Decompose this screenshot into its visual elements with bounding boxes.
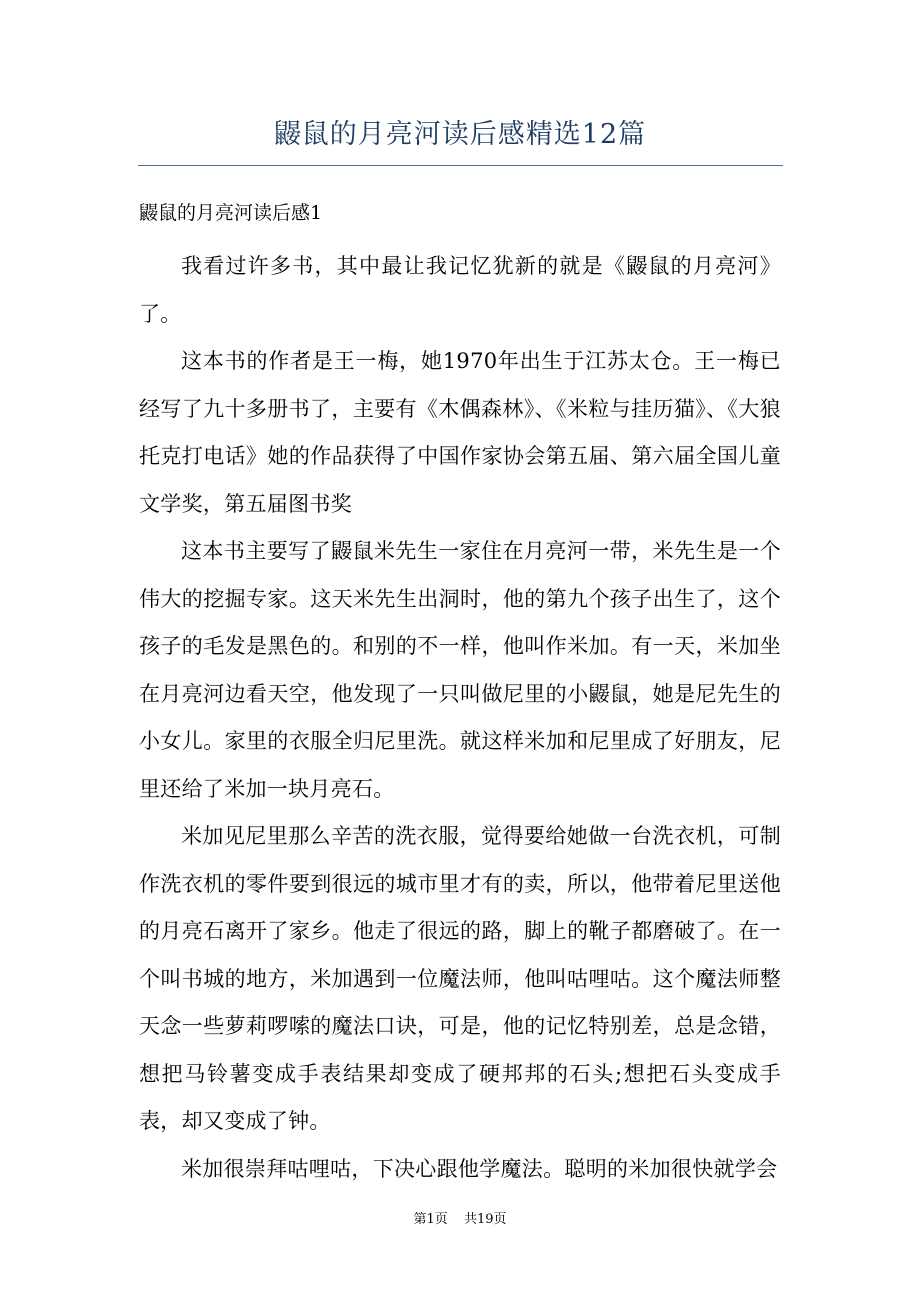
paragraph-1: 我看过许多书，其中最让我记忆犹新的就是《鼹鼠的月亮河》了。 <box>139 254 781 326</box>
page-number: 第1页 <box>413 1212 448 1227</box>
page-footer <box>0 1208 920 1227</box>
paragraph-2: 这本书的作者是王一梅，她1970年出生于江苏太仓。王一梅已经写了九十多册书了，主要有《木偶森林》、《米粒与挂历猫》、《大狼托克打电话》她的作品获得了中国作家协会第五届、第六届全国儿童文学奖，第五届图书奖 <box>139 349 781 516</box>
paragraph-3: 这本书主要写了鼹鼠米先生一家住在月亮河一带，米先生是一个伟大的挖掘专家。这天米先生出洞时，他的第九个孩子出生了，这个孩子的毛发是黑色的。和别的不一样，他叫作米加。有一天，米加坐在月亮河边看天空，他发现了一只叫做尼里的小鼹鼠，她是尼先生的小女儿。家里的衣服全归尼里洗。就这样米加和尼里成了好朋友，尼里还给了米加一块月亮石。 <box>139 539 781 801</box>
paragraph-4: 米加见尼里那么辛苦的洗衣服，觉得要给她做一台洗衣机，可制作洗衣机的零件要到很远的城市里才有的卖，所以，他带着尼里送他的月亮石离开了家乡。他走了很远的路，脚上的靴子都磨破了。在一个叫书城的地方，米加遇到一位魔法师，他叫咕哩咕。这个魔法师整天念一些萝莉啰嗦的魔法口诀，可是，他的记忆特别差，总是念错，想把马铃薯变成手表结果却变成了硬邦邦的石头;想把石头变成手表，却又变成了钟。 <box>139 824 781 1133</box>
page-total: 共19页 <box>463 1212 507 1227</box>
document-body <box>139 243 781 1193</box>
title-divider <box>138 165 783 166</box>
section-heading: 鼹鼠的月亮河读后感1 <box>139 202 323 224</box>
paragraph-5: 米加很崇拜咕哩咕，下决心跟他学魔法。聪明的米加很快就学会 <box>181 1156 778 1181</box>
document-title: 鼹鼠的月亮河读后感精选12篇 <box>273 119 647 150</box>
